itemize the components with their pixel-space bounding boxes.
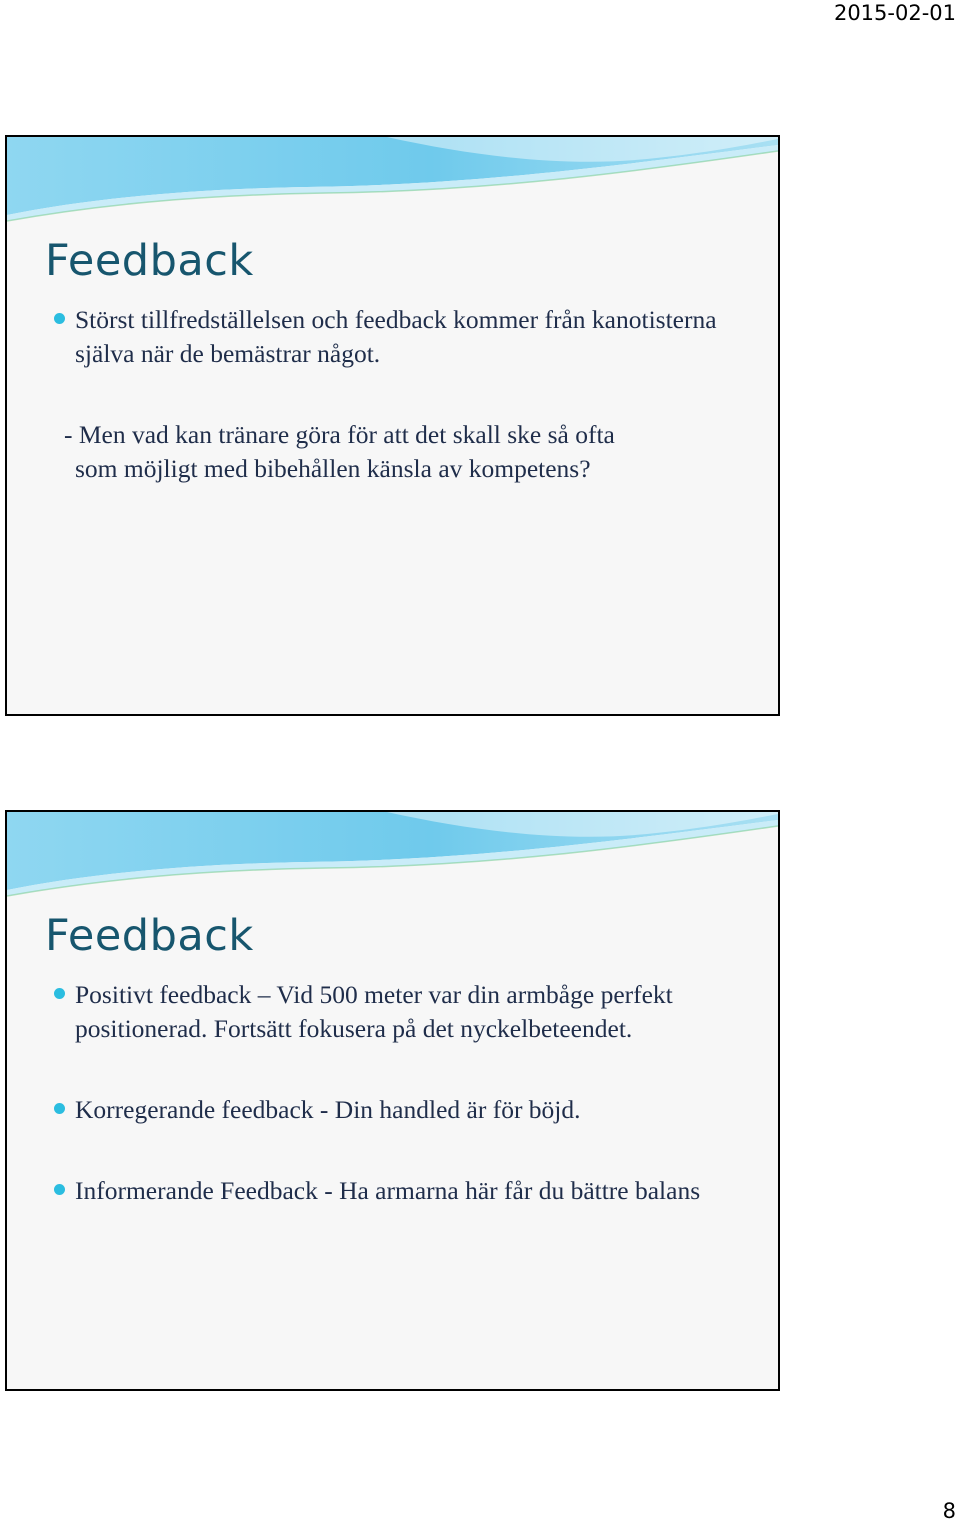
spacer: [7, 1127, 767, 1174]
bullet-item: [7, 978, 767, 1046]
slide-2: [5, 810, 780, 1391]
bullet-dot-icon: [54, 1103, 65, 1114]
bullet-list: [7, 978, 767, 1208]
slide-title: Feedback: [45, 236, 254, 286]
page-date: 2015-02-01: [833, 1, 956, 25]
wave-header-decoration: [7, 137, 778, 229]
bullet-item: [7, 1093, 767, 1127]
bullet-item: [7, 303, 767, 371]
bullet-item: [7, 1174, 767, 1208]
page-number: 8: [942, 1499, 956, 1523]
bullet-text: Informerande Feedback - Ha armarna här får du bättre balans: [75, 1176, 701, 1205]
slide-title: Feedback: [45, 911, 254, 961]
note-line: - Men vad kan tränare göra för att det skall ske så ofta: [64, 420, 615, 449]
slide-1: [5, 135, 780, 716]
note-line: som möjligt med bibehållen känsla av kompetens?: [75, 454, 591, 483]
note-text: [7, 418, 767, 486]
bullet-list: [7, 303, 767, 486]
bullet-text: Positivt feedback – Vid 500 meter var din armbåge perfekt positionerad. Fortsätt fokusera på det nyckelbeteendet.: [75, 980, 673, 1043]
bullet-text: Störst tillfredställelsen och feedback kommer från kanotisterna själva när de bemästrar något.: [75, 305, 717, 368]
bullet-dot-icon: [54, 1184, 65, 1195]
wave-header-decoration: [7, 812, 778, 904]
spacer: [7, 371, 767, 418]
bullet-dot-icon: [54, 313, 65, 324]
bullet-text: Korregerande feedback - Din handled är för böjd.: [75, 1095, 581, 1124]
bullet-dot-icon: [54, 988, 65, 999]
spacer: [7, 1046, 767, 1093]
